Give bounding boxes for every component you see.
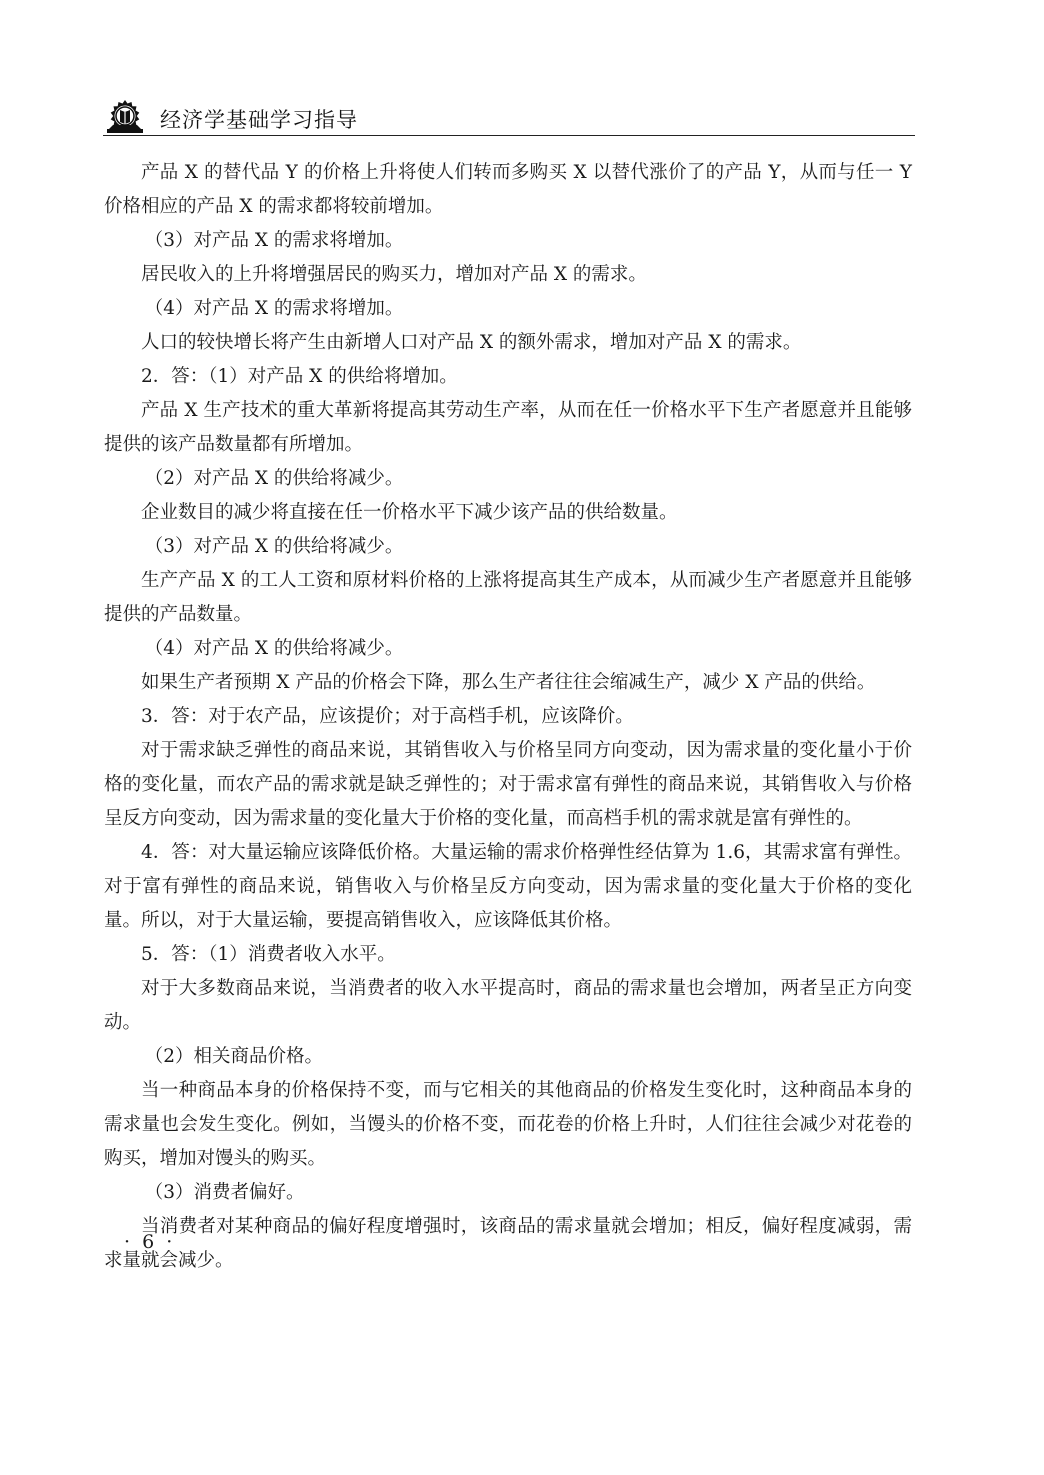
body-paragraph: 当消费者对某种商品的偏好程度增强时，该商品的需求量就会增加；相反，偏好程度减弱，需求量就会减少。 — [104, 1216, 912, 1271]
body-paragraph: 居民收入的上升将增强居民的购买力，增加对产品 X 的需求。 — [141, 264, 647, 285]
page-body — [104, 156, 912, 1278]
body-paragraph: 4．答：对大量运输应该降低价格。大量运输的需求价格弹性经估算为 1.6，其需求富有弹性。对于富有弹性的商品来说，销售收入与价格呈反方向变动，因为需求量的变化量大于价格的变化量。所以，对于大量运输，要提高销售收入，应该降低其价格。 — [104, 842, 912, 931]
body-paragraph: 产品 X 的替代品 Y 的价格上升将使人们转而多购买 X 以替代涨价了的产品 Y，从而与任一 Y 价格相应的产品 X 的需求都将较前增加。 — [104, 162, 912, 217]
sub-item-heading: （3）对产品 X 的供给将减少。 — [144, 536, 404, 557]
sub-item-heading: （2）相关商品价格。 — [144, 1046, 323, 1067]
body-paragraph: 5．答：（1）消费者收入水平。 — [141, 944, 396, 965]
book-publisher-logo-icon — [103, 98, 147, 134]
header-divider — [103, 135, 915, 136]
sub-item-heading: （3）对产品 X 的需求将增加。 — [144, 230, 404, 251]
body-paragraph: 对于大多数商品来说，当消费者的收入水平提高时，商品的需求量也会增加，两者呈正方向变动。 — [104, 978, 912, 1033]
body-paragraph: 人口的较快增长将产生由新增人口对产品 X 的额外需求，增加对产品 X 的需求。 — [141, 332, 802, 353]
body-paragraph: 生产产品 X 的工人工资和原材料价格的上涨将提高其生产成本，从而减少生产者愿意并且能够提供的产品数量。 — [104, 570, 912, 625]
body-paragraph: 2．答：（1）对产品 X 的供给将增加。 — [141, 366, 458, 387]
body-paragraph: 3．答：对于农产品，应该提价；对于高档手机，应该降价。 — [141, 706, 634, 727]
page-number: · 6 · — [124, 1231, 176, 1253]
sub-item-heading: （4）对产品 X 的供给将减少。 — [144, 638, 404, 659]
body-paragraph: 产品 X 生产技术的重大革新将提高其劳动生产率，从而在任一价格水平下生产者愿意并且能够提供的该产品数量都有所增加。 — [104, 400, 912, 455]
body-paragraph: 企业数目的减少将直接在任一价格水平下减少该产品的供给数量。 — [141, 502, 678, 523]
sub-item-heading: （4）对产品 X 的需求将增加。 — [144, 298, 404, 319]
body-paragraph: 当一种商品本身的价格保持不变，而与它相关的其他商品的价格发生变化时，这种商品本身的需求量也会发生变化。例如，当馒头的价格不变，而花卷的价格上升时，人们往往会减少对花卷的购买，增加对馒头的购买。 — [104, 1080, 912, 1169]
book-title: 经济学基础学习指导 — [160, 108, 358, 132]
body-paragraph: 对于需求缺乏弹性的商品来说，其销售收入与价格呈同方向变动，因为需求量的变化量小于价格的变化量，而农产品的需求就是缺乏弹性的；对于需求富有弹性的商品来说，其销售收入与价格呈反方向变动，因为需求量的变化量大于价格的变化量，而高档手机的需求就是富有弹性的。 — [104, 740, 912, 829]
sub-item-heading: （2）对产品 X 的供给将减少。 — [144, 468, 404, 489]
page-header — [103, 96, 915, 136]
body-paragraph: 如果生产者预期 X 产品的价格会下降，那么生产者往往会缩减生产，减少 X 产品的供给。 — [141, 672, 876, 693]
sub-item-heading: （3）消费者偏好。 — [144, 1182, 305, 1203]
